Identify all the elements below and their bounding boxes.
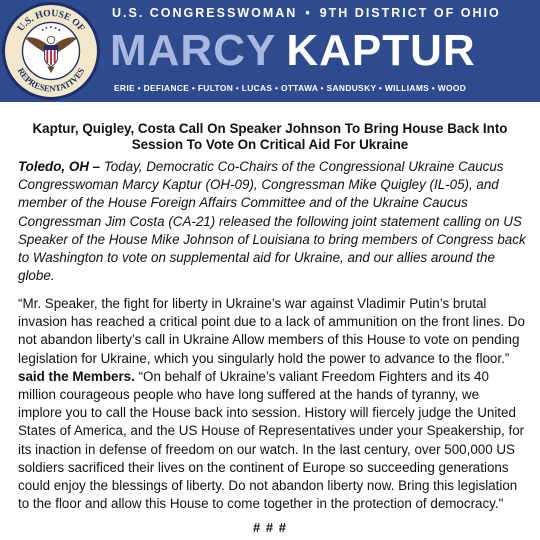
svg-text:REPRESENTATIVES: [16, 66, 87, 93]
end-marker: # # #: [253, 520, 287, 535]
dateline: Toledo, OH –: [18, 159, 101, 174]
letterhead-banner: [0, 0, 540, 102]
office-title: [112, 2, 532, 24]
eagle-seal-icon: [2, 2, 100, 100]
office-title-right: 9TH DISTRICT OF OHIO: [319, 6, 501, 20]
press-release-headline: Kaptur, Quigley, Costa Call On Speaker Johnson To Bring House Back Into Session To Vote On Critical Aid For Ukraine: [32, 121, 508, 152]
quote-part-2: “On behalf of Ukraine’s valiant Freedom Fighters and its 40 million courageous people who have long suffered at the hands of tyranny, we implore you to call the House back into session. History will fiercely judge the United States of America, and the US House of Representatives under your Speakership, for its inaction in defense of freedom on our watch. In the last century, over 500,000 US soldiers sacrificed their lives on the continent of Europe so succeeding generations could enjoy the blessings of liberty. Do not abandon liberty now. Bring this legislation to the floor and allow this House to come together in the protection of democracy.": [18, 368, 525, 512]
congresswoman-name: [110, 23, 540, 79]
lede-text: Today, Democratic Co-Chairs of the Congressional Ukraine Caucus Congresswoman Marcy Kaptur (OH-09), Congressman Mike Quigley (IL-05), and member of the House Foreign Affairs Committee and of the Ukraine Caucus Congressman Jim Costa (CA-21) released the following joint statement calling on US Speaker of the House Mike Johnson of Louisiana to bring members of Congress back to Washington to vote on supplemental aid for Ukraine, and our allies around the globe.: [18, 159, 526, 284]
district-counties: ERIE • DEFIANCE • FULTON • LUCAS • OTTAWA • SANDUSKY • WILLIAMS • WOOD: [114, 83, 467, 93]
joint-statement: [18, 295, 526, 513]
first-name: MARCY: [110, 26, 277, 75]
office-title-left: U.S. CONGRESSWOMAN: [112, 6, 298, 20]
seal-lower-text: REPRESENTATIVES: [15, 66, 87, 94]
quote-part-1: “Mr. Speaker, the fight for liberty in Ukraine’s war against Vladimir Putin’s brutal invasion has reached a critical point due to a lack of ammunition on the front lines. Do not abandon liberty’s call in Ukraine Allow members of this House to vote on pending legislation for Ukraine, which you singularly hold the power to advance to the floor.”: [18, 296, 525, 366]
title-separator: •: [305, 6, 312, 20]
seal-upper-text: U.S. HOUSE OF: [15, 7, 87, 34]
press-release-lede: [18, 158, 526, 285]
attribution: said the Members.: [18, 368, 135, 384]
last-name: KAPTUR: [286, 26, 476, 75]
svg-text:U.S. HOUSE OF: [15, 8, 86, 34]
